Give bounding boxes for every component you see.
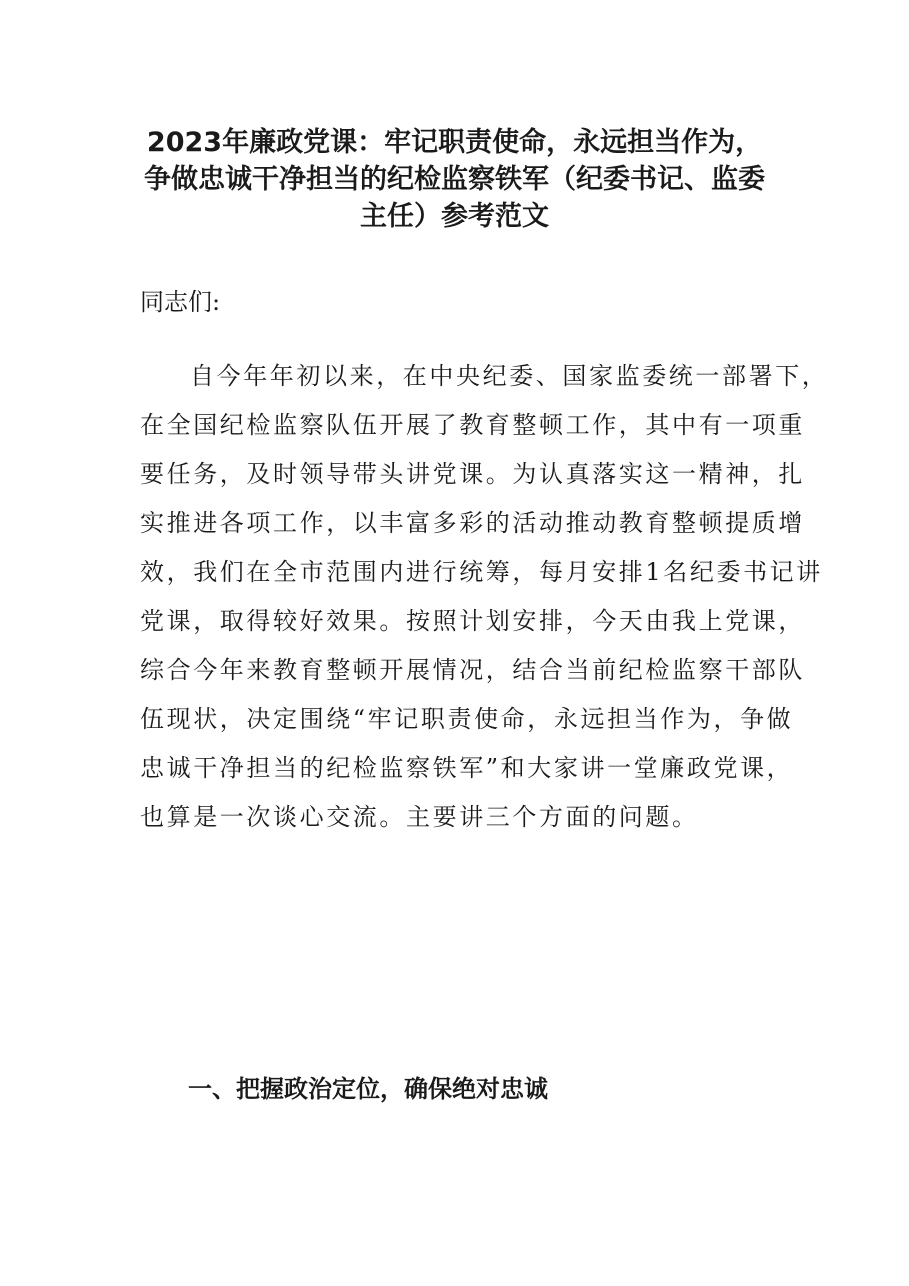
- title-line: 2023年廉政党课：牢记职责使命，永远担当作为，: [146, 127, 763, 158]
- paragraph-line: 忠诚干净担当的纪检监察铁军”和大家讲一堂廉政党课，: [140, 754, 794, 782]
- paragraph-line: 要任务，及时领导带头讲党课。为认真落实这一精神，扎: [140, 460, 805, 488]
- paragraph-line: 实推进各项工作，以丰富多彩的活动推动教育整顿提质增: [140, 509, 805, 537]
- section-heading: 一、把握政治定位，确保绝对忠诚: [188, 1075, 548, 1103]
- title-line: 争做忠诚干净担当的纪检监察铁军（纪委书记、监委: [144, 164, 765, 195]
- paragraph-line: 在全国纪检监察队伍开展了教育整顿工作，其中有一项重: [140, 411, 805, 439]
- paragraph-line: 党课，取得较好效果。按照计划安排，今天由我上党课，: [140, 607, 805, 635]
- paragraph-line: 也算是一次谈心交流。主要讲三个方面的问题。: [140, 803, 699, 831]
- paragraph-line: 自今年年初以来，在中央纪委、国家监委统一部署下，: [190, 362, 829, 390]
- paragraph-line: 综合今年来教育整顿开展情况，结合当前纪检监察干部队: [140, 656, 805, 684]
- intro-paragraph: [140, 352, 829, 842]
- document-title: [100, 124, 809, 235]
- salutation: 同志们:: [140, 288, 221, 316]
- paragraph-line: 伍现状，决定围绕“牢记职责使命，永远担当作为，争做: [140, 705, 794, 733]
- paragraph-line: 效，我们在全市范围内进行统筹，每月安排1名纪委书记讲: [140, 558, 823, 586]
- title-line: 主任）参考范文: [360, 201, 549, 232]
